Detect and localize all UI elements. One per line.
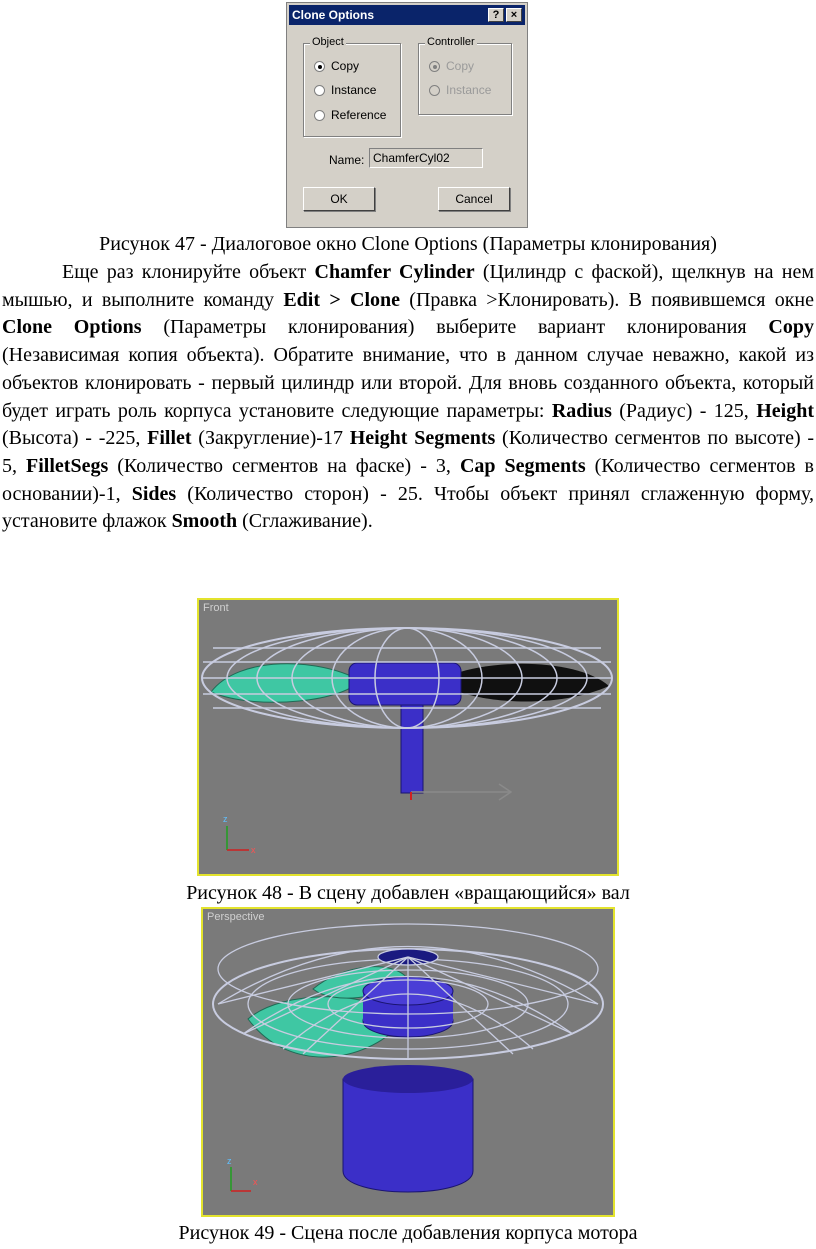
- text-run: (Количество сторон) - 25. Чтобы объект принял сглаженную форму, установите флажок: [2, 482, 814, 533]
- figure-48-caption: Рисунок 48 - В сцену добавлен «вращающийся» вал: [186, 882, 630, 904]
- controller-group: [418, 36, 512, 115]
- perspective-viewport: [201, 907, 615, 1217]
- radio-checked-icon: [314, 61, 325, 72]
- axis-x-label: x: [253, 1177, 258, 1187]
- cancel-button[interactable]: Cancel: [438, 187, 510, 211]
- motor-top: [343, 1065, 473, 1093]
- radio-label: Reference: [331, 108, 387, 122]
- front-viewport: [197, 598, 619, 876]
- text-run: (Закругление)-17: [191, 427, 350, 450]
- controller-radio-instance: [429, 82, 491, 98]
- object-group: [303, 36, 401, 137]
- dialog-title: Clone Options: [292, 8, 374, 22]
- text-run: (Высота) - -225,: [2, 427, 148, 450]
- object-radio-instance[interactable]: [314, 82, 376, 98]
- text-run: (Радиус) - 125,: [611, 399, 757, 422]
- figure-49-caption: Рисунок 49 - Сцена после добавления корпуса мотора: [178, 1222, 638, 1244]
- hub: [349, 663, 461, 705]
- radio-unchecked-icon: [429, 85, 440, 96]
- motor-body: [343, 1079, 473, 1192]
- dialog-titlebar: [289, 5, 525, 25]
- text-run: (Цилиндр с фаской), щелкнув на нем мышью, и выполните команду: [2, 261, 814, 311]
- text-run: (Количество сегментов на фаске) - 3,: [108, 454, 460, 477]
- radio-checked-icon: [429, 61, 440, 72]
- text-run: Еще раз клонируйте объект: [62, 261, 315, 283]
- axis-z-label: z: [227, 1156, 232, 1166]
- bold-term: Height: [756, 399, 814, 422]
- text-run: (Сглаживание).: [237, 510, 373, 533]
- text-run: (Независимая копия объекта). Обратите внимание, что в данном случае неважно, какой из объектов клонировать - первый цилиндр или второй. Для вновь созданного объекта, который будет играть роль корпуса установите следующие параметры:: [2, 344, 814, 422]
- bold-term: FilletSegs: [26, 454, 109, 477]
- bold-term: Clone Options: [2, 316, 142, 339]
- bold-term: Height Segments: [349, 427, 496, 450]
- object-radio-reference[interactable]: [314, 107, 386, 123]
- clone-options-dialog: [286, 2, 528, 228]
- text-run: (Количество сегментов по высоте) - 5,: [2, 427, 814, 477]
- radio-label: Copy: [331, 59, 360, 73]
- close-button[interactable]: ×: [506, 8, 522, 22]
- text-run: (Правка >Клонировать). В появившемся окне: [400, 288, 814, 311]
- name-input[interactable]: ChamferCyl02: [369, 148, 483, 168]
- text-run: (Параметры клонирования) выберите вариант клонирования: [141, 316, 769, 339]
- radio-unchecked-icon: [314, 110, 325, 121]
- bold-term: Radius: [551, 399, 612, 422]
- viewport-label-front[interactable]: Front: [203, 602, 229, 614]
- shaft: [401, 705, 423, 793]
- radio-unchecked-icon: [314, 85, 325, 96]
- object-radio-copy[interactable]: [314, 58, 359, 74]
- axis-x-label: x: [251, 845, 256, 855]
- ok-button[interactable]: OK: [303, 187, 375, 211]
- radio-label: Copy: [446, 59, 475, 73]
- bold-term: Copy: [768, 316, 814, 339]
- axis-z-label: z: [223, 814, 228, 824]
- viewport-label-perspective[interactable]: Perspective: [207, 911, 265, 923]
- bold-term: Smooth: [171, 510, 238, 533]
- bold-term: Sides: [131, 482, 177, 505]
- front-scene-render: [199, 600, 617, 874]
- figure-47-caption: Рисунок 47 - Диалоговое окно Clone Options (Параметры клонирования): [99, 233, 717, 255]
- controller-group-label: Controller: [427, 36, 475, 48]
- help-button[interactable]: ?: [488, 8, 504, 22]
- bold-term: Edit > Clone: [283, 288, 400, 311]
- name-label: Name:: [329, 153, 365, 167]
- perspective-scene-render: [203, 909, 613, 1215]
- bold-term: Chamfer Cylinder: [314, 261, 475, 283]
- radio-label: Instance: [446, 83, 492, 97]
- bold-term: Cap Segments: [459, 454, 586, 477]
- bold-term: Fillet: [147, 427, 192, 450]
- text-run: (Количество сегментов в основании)-1,: [2, 454, 814, 505]
- body-paragraph: [2, 259, 814, 536]
- controller-radio-copy: [429, 58, 474, 74]
- radio-label: Instance: [331, 83, 377, 97]
- object-group-label: Object: [312, 36, 344, 48]
